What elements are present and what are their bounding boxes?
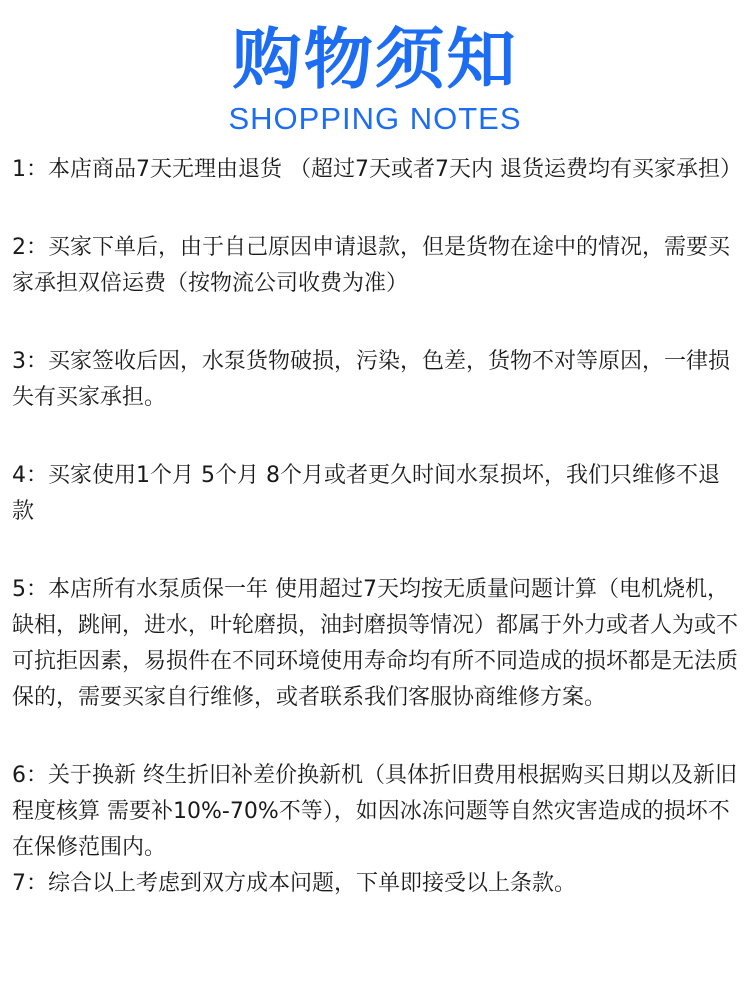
page-subtitle: SHOPPING NOTES	[228, 101, 522, 136]
notes-list	[12, 152, 740, 902]
note-item-4: 4：买家使用1个月 5个月 8个月或者更久时间水泵损坏，我们只维修不退款	[12, 463, 720, 524]
page-header	[0, 20, 750, 136]
note-item-2: 2：买家下单后，由于自己原因申请退款，但是货物在途中的情况，需要买家承担双倍运费（按物流公司收费为准）	[12, 235, 730, 296]
note-item-7: 7：综合以上考虑到双方成本问题，下单即接受以上条款。	[12, 871, 576, 896]
note-item-6: 6：关于换新 终生折旧补差价换新机（具体折旧费用根据购买日期以及新旧程度核算 需要补10%-70%不等），如因冰冻问题等自然灾害造成的损坏不在保修范围内。	[12, 763, 737, 860]
note-item-5: 5：本店所有水泵质保一年 使用超过7天均按无质量问题计算（电机烧机，缺相，跳闸，进水，叶轮磨损，油封磨损等情况）都属于外力或者人为或不可抗拒因素，易损件在不同环境使用寿命均有所不同造成的损坏都是无法质保的，需要买家自行维修，或者联系我们客服协商维修方案。	[12, 577, 739, 710]
page-title: 购物须知	[232, 21, 518, 98]
note-item-1: 1：本店商品7天无理由退货 （超过7天或者7天内 退货运费均有买家承担）	[12, 157, 742, 182]
note-item-3: 3：买家签收后因，水泵货物破损，污染，色差，货物不对等原因，一律损失有买家承担。	[12, 349, 730, 410]
